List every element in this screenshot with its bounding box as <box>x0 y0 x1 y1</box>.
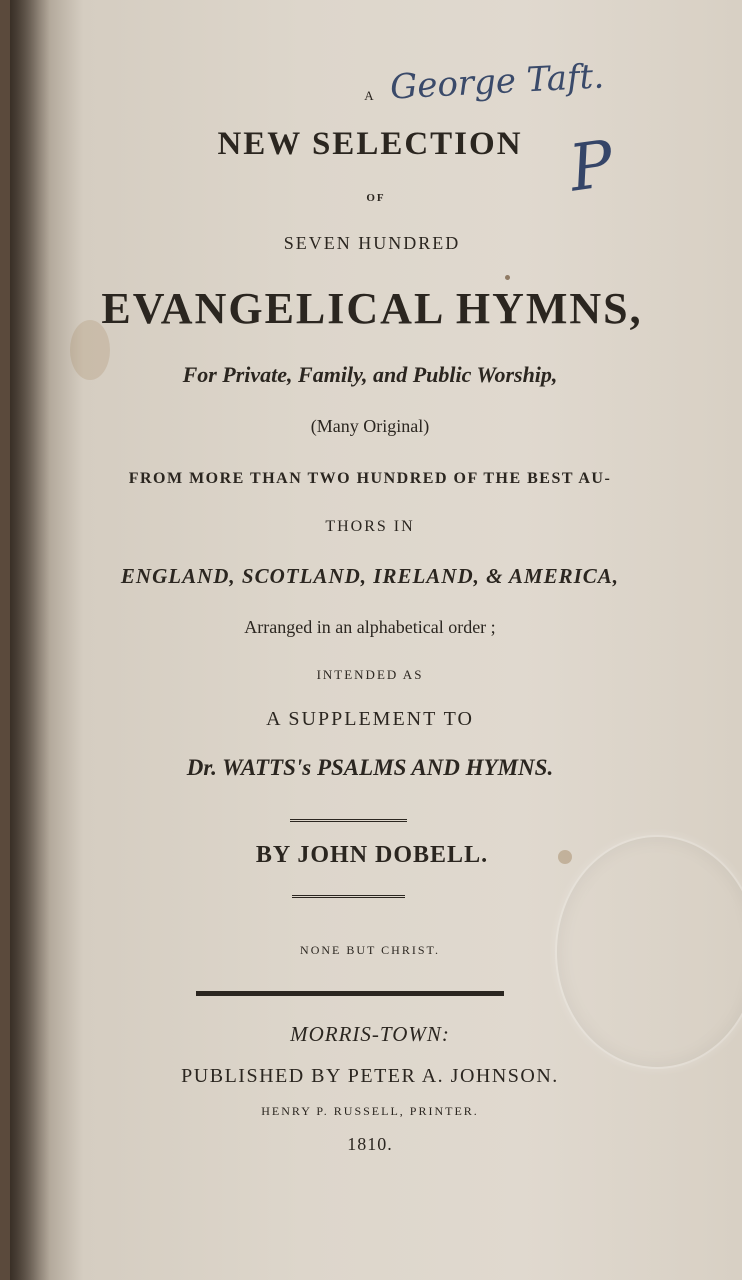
subtitle-countries: ENGLAND, SCOTLAND, IRELAND, & AMERICA, <box>120 564 620 588</box>
handwritten-owner-name: George Taft. <box>389 56 605 108</box>
title-page <box>10 0 742 1280</box>
imprint-place: MORRIS-TOWN: <box>290 1022 450 1046</box>
title-line-new-selection: NEW SELECTION <box>217 126 523 162</box>
subtitle-from-more: FROM MORE THAN TWO HUNDRED OF THE BEST AU- <box>128 470 612 487</box>
subtitle-thors-in: THORS IN <box>325 518 415 535</box>
divider-rule <box>290 819 407 822</box>
imprint-printer: HENRY P. RUSSELL, PRINTER. <box>261 1104 479 1118</box>
main-title: EVANGELICAL HYMNS, <box>101 284 643 333</box>
imprint-year: 1810. <box>347 1134 393 1154</box>
subtitle-arranged: Arranged in an alphabetical order ; <box>244 617 496 637</box>
subtitle-worship: For Private, Family, and Public Worship, <box>182 362 558 387</box>
ink-spot <box>505 275 510 280</box>
subtitle-intended: INTENDED AS <box>316 667 424 682</box>
divider-rule <box>292 895 405 898</box>
motto: NONE BUT CHRIST. <box>300 943 440 957</box>
subtitle-watts: Dr. WATTS's PSALMS AND HYMNS. <box>186 755 554 780</box>
title-article: A <box>364 88 376 103</box>
title-line-of: OF <box>366 192 386 204</box>
divider-rule-heavy <box>196 991 504 996</box>
title-line-seven-hundred: SEVEN HUNDRED <box>283 233 461 253</box>
handwritten-mark: P <box>565 127 619 207</box>
subtitle-many-original: (Many Original) <box>310 416 430 436</box>
author-line: BY JOHN DOBELL. <box>255 842 489 868</box>
subtitle-supplement: A SUPPLEMENT TO <box>266 708 474 730</box>
imprint-publisher: PUBLISHED BY PETER A. JOHNSON. <box>181 1065 559 1087</box>
